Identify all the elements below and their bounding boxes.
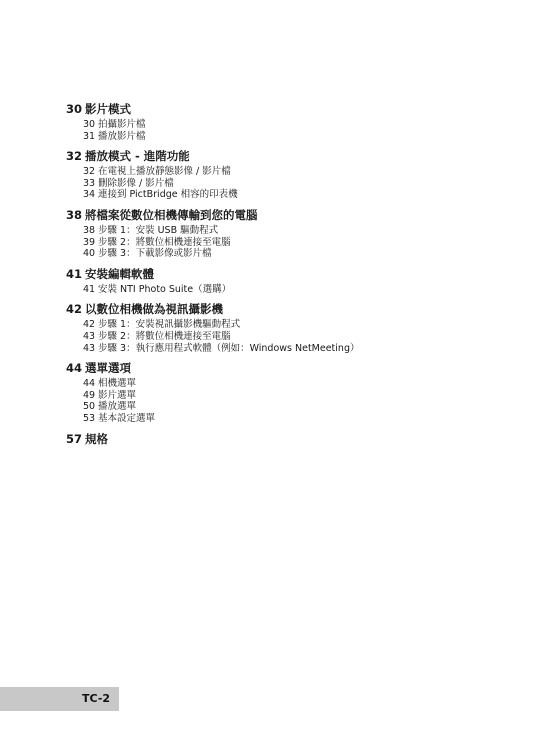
toc-entry [66, 390, 536, 402]
entry-page-number: 42 [83, 319, 96, 331]
entry-text: 播放影片檔 [98, 130, 146, 142]
entry-text: 步驟 3：執行應用程式軟體（例如：Windows NetMeeting） [98, 342, 360, 354]
section-heading [66, 302, 536, 316]
entry-page-number: 49 [83, 389, 96, 401]
toc-entry [66, 237, 536, 249]
entry-page-number: 38 [83, 224, 96, 236]
entry-page-number: 33 [83, 177, 96, 189]
toc-section [66, 361, 536, 424]
entry-page-number: 30 [83, 119, 96, 130]
section-entries [66, 319, 536, 354]
section-heading [66, 267, 536, 281]
section-page-number: 30 [66, 102, 83, 116]
section-entries [66, 225, 536, 260]
toc-section [66, 432, 536, 446]
toc-entry [66, 413, 536, 425]
toc-entry [66, 343, 536, 355]
toc-entry [66, 284, 536, 296]
entry-text: 相機選單 [98, 378, 137, 390]
entry-page-number: 50 [83, 401, 96, 413]
entry-text: 拍攝影片檔 [98, 119, 146, 130]
entry-page-number: 34 [83, 189, 96, 201]
entry-page-number: 41 [83, 283, 96, 295]
section-heading [66, 149, 536, 163]
entry-page-number: 43 [83, 330, 96, 342]
entry-text: 在電視上播放靜態影像 / 影片檔 [98, 166, 231, 178]
entry-text: 步驟 3：下載影像或影片檔 [98, 248, 212, 260]
entry-page-number: 53 [83, 412, 96, 424]
toc-entry [66, 166, 536, 178]
toc-section [66, 302, 536, 354]
entry-text: 播放選單 [98, 401, 137, 413]
entry-text: 步驟 1：安裝視訊攝影機驅動程式 [98, 319, 241, 331]
toc-entry [66, 189, 536, 201]
toc-entry [66, 119, 536, 131]
section-title: 選單選項 [85, 361, 132, 376]
section-title: 播放模式 - 進階功能 [85, 149, 190, 164]
section-title: 將檔案從數位相機傳輸到您的電腦 [85, 207, 258, 222]
entry-text: 步驟 1：安裝 USB 驅動程式 [98, 224, 219, 236]
entry-text: 基本設定選單 [98, 412, 156, 424]
section-heading [66, 102, 536, 116]
section-heading [66, 432, 536, 446]
section-heading [66, 208, 536, 222]
toc-entry [66, 131, 536, 143]
entry-page-number: 32 [83, 166, 96, 178]
section-entries [66, 378, 536, 424]
entry-page-number: 39 [83, 236, 96, 248]
section-title: 以數位相機做為視訊攝影機 [85, 302, 224, 317]
entry-text: 刪除影像 / 影片檔 [98, 177, 174, 189]
section-entries [66, 166, 536, 201]
page-number-label: TC-2 [82, 692, 111, 705]
section-entries [66, 284, 536, 296]
toc-entry [66, 319, 536, 331]
entry-text: 連接到 PictBridge 相容的印表機 [98, 189, 238, 201]
section-title: 規格 [85, 431, 109, 446]
toc-entry [66, 248, 536, 260]
entry-page-number: 40 [83, 248, 96, 260]
table-of-contents [66, 102, 536, 449]
section-title: 安裝編輯軟體 [85, 266, 155, 281]
section-page-number: 41 [66, 266, 83, 281]
entry-page-number: 43 [83, 342, 96, 354]
toc-section [66, 267, 536, 296]
toc-entry [66, 331, 536, 343]
entry-page-number: 44 [83, 378, 96, 390]
toc-entry [66, 225, 536, 237]
entry-text: 安裝 NTI Photo Suite（選購） [98, 283, 232, 295]
section-page-number: 32 [66, 149, 83, 164]
toc-section [66, 149, 536, 201]
entry-text: 步驟 2：將數位相機連接至電腦 [98, 330, 231, 342]
section-page-number: 57 [66, 431, 83, 446]
toc-section [66, 102, 536, 142]
section-entries [66, 119, 536, 142]
entry-page-number: 31 [83, 130, 96, 142]
entry-text: 影片選單 [98, 389, 137, 401]
section-page-number: 44 [66, 361, 83, 376]
toc-entry [66, 401, 536, 413]
page-footer-tab [0, 687, 119, 711]
toc-entry [66, 178, 536, 190]
toc-section [66, 208, 536, 260]
toc-entry [66, 378, 536, 390]
section-title: 影片模式 [85, 102, 132, 116]
section-page-number: 42 [66, 302, 83, 317]
section-page-number: 38 [66, 207, 83, 222]
section-heading [66, 361, 536, 375]
entry-text: 步驟 2：將數位相機連接至電腦 [98, 236, 231, 248]
